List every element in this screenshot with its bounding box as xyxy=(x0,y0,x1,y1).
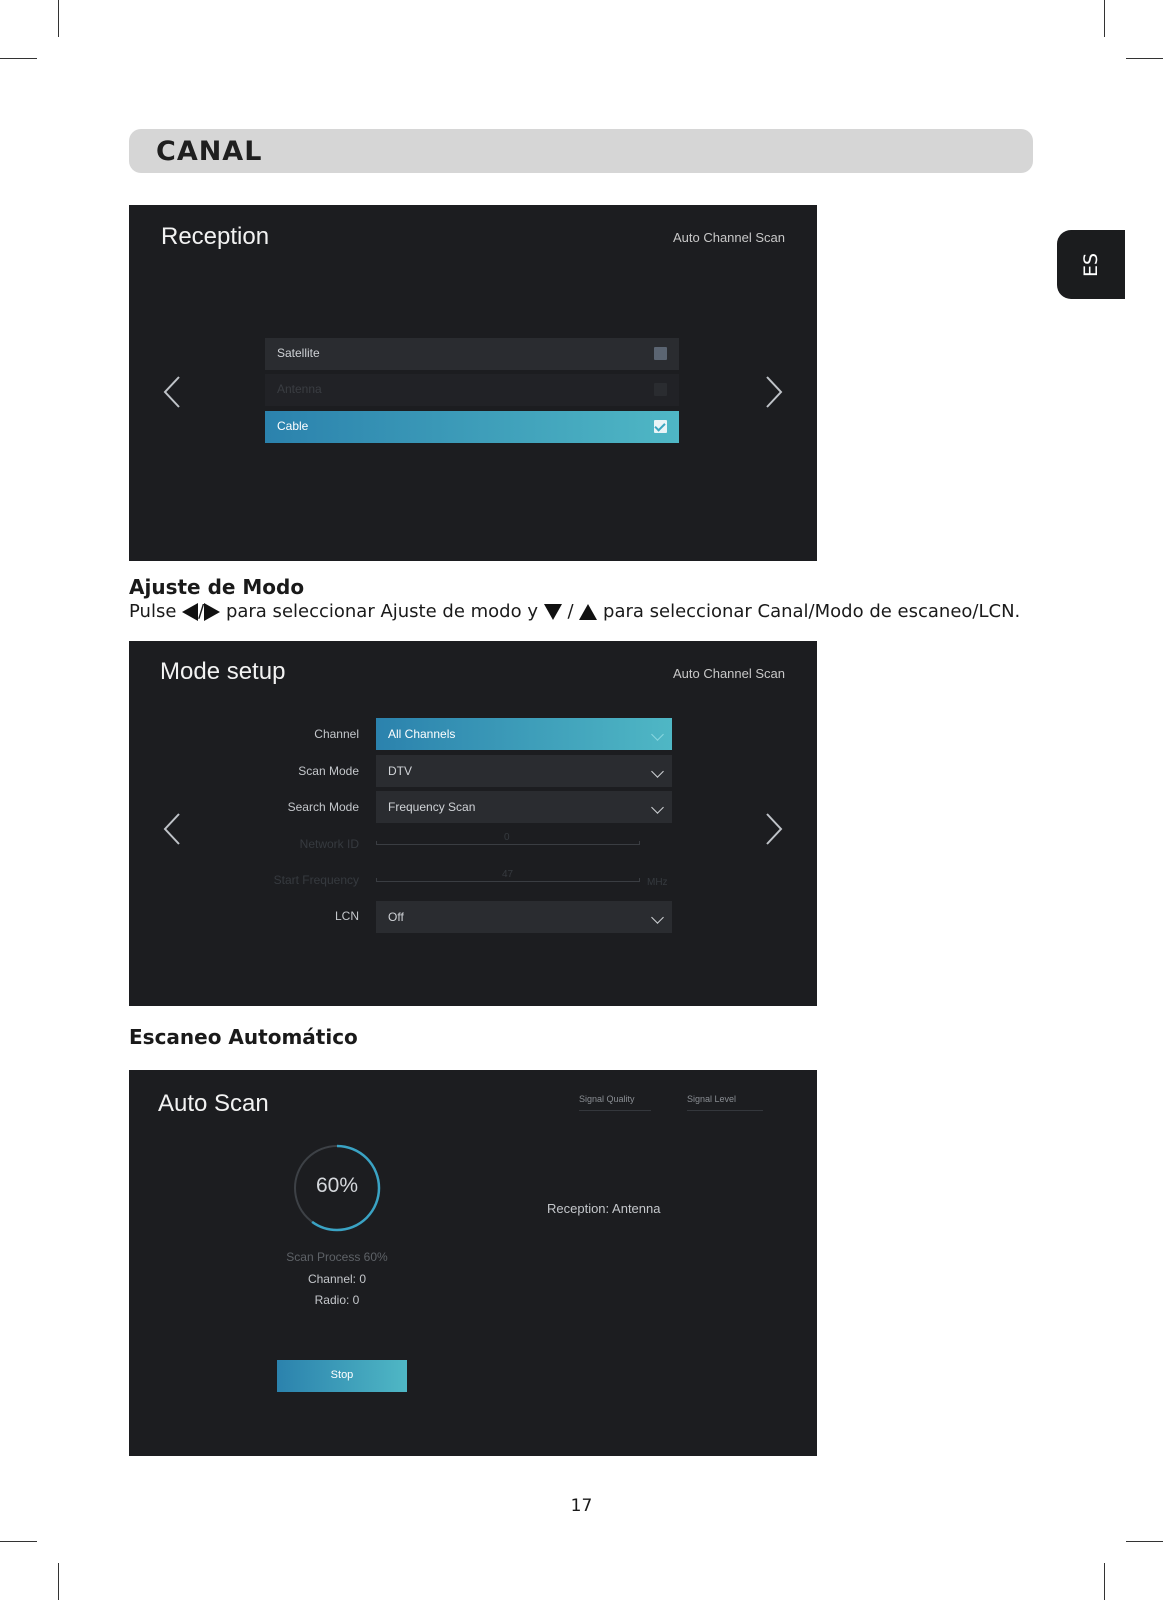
checkbox-icon[interactable] xyxy=(654,383,667,396)
scan-mode-dropdown[interactable] xyxy=(376,755,672,787)
chevron-left-icon[interactable] xyxy=(159,373,187,411)
lcn-dropdown[interactable] xyxy=(376,901,672,933)
search-mode-label: Search Mode xyxy=(287,800,359,814)
scan-heading: Escaneo Automático xyxy=(129,1025,358,1049)
scan-process-text: Scan Process 60% xyxy=(286,1250,388,1264)
instruction-separator: / xyxy=(198,601,205,622)
crop-mark xyxy=(0,58,37,59)
screen-title: Reception xyxy=(161,223,270,250)
lcn-value: Off xyxy=(388,910,404,924)
crop-mark xyxy=(58,0,59,37)
instruction-suffix: para seleccionar Canal/Modo de escaneo/LCN. xyxy=(603,601,1021,622)
start-frequency-slider[interactable] xyxy=(376,881,640,882)
stop-button-label: Stop xyxy=(330,1369,354,1381)
chevron-down-icon xyxy=(651,765,664,778)
chevron-right-icon[interactable] xyxy=(759,810,787,848)
screen-subtitle: Auto Channel Scan xyxy=(672,230,785,245)
signal-quality-bar xyxy=(579,1110,651,1111)
section-header xyxy=(129,129,1033,173)
network-id-slider[interactable] xyxy=(376,844,640,845)
network-id-label: Network ID xyxy=(299,837,359,851)
instruction-prefix: Pulse xyxy=(129,601,177,622)
crop-mark xyxy=(58,1563,59,1600)
mode-instruction xyxy=(129,601,1020,622)
option-label: Antenna xyxy=(277,382,322,396)
crop-mark xyxy=(1104,1563,1105,1600)
section-title: CANAL xyxy=(156,136,263,167)
instruction-separator: / xyxy=(567,601,574,622)
lcn-label: LCN xyxy=(334,909,359,923)
checkbox-icon[interactable] xyxy=(654,347,667,360)
auto-scan-screen xyxy=(129,1070,817,1456)
scan-mode-label: Scan Mode xyxy=(298,764,359,778)
channel-count: Channel: 0 xyxy=(307,1272,367,1286)
channel-label: Channel xyxy=(314,727,359,741)
stop-button[interactable] xyxy=(277,1360,407,1392)
triangle-down-icon xyxy=(544,604,562,620)
signal-level-bar xyxy=(687,1110,763,1111)
triangle-right-icon xyxy=(204,603,220,621)
page-number: 17 xyxy=(570,1496,593,1516)
scan-mode-value: DTV xyxy=(388,764,412,778)
channel-value: All Channels xyxy=(388,727,456,741)
search-mode-value: Frequency Scan xyxy=(388,800,476,814)
mode-setup-screen xyxy=(129,641,817,1006)
crop-mark xyxy=(1126,58,1163,59)
progress-percent: 60% xyxy=(315,1174,359,1197)
network-id-value: 0 xyxy=(504,832,510,843)
checkbox-checked-icon[interactable] xyxy=(654,420,667,433)
radio-count: Radio: 0 xyxy=(314,1293,360,1307)
chevron-right-icon[interactable] xyxy=(759,373,787,411)
chevron-down-icon xyxy=(651,911,664,924)
crop-mark xyxy=(0,1541,37,1542)
reception-screen xyxy=(129,205,817,561)
start-frequency-value: 47 xyxy=(502,869,514,880)
mode-heading: Ajuste de Modo xyxy=(129,575,305,599)
option-label: Cable xyxy=(277,419,309,433)
screen-title: Mode setup xyxy=(160,658,286,685)
option-cable[interactable] xyxy=(265,411,679,443)
language-label: ES xyxy=(1080,252,1102,277)
chevron-down-icon xyxy=(651,728,664,741)
reception-status: Reception: Antenna xyxy=(547,1201,661,1216)
crop-mark xyxy=(1104,0,1105,37)
language-tab xyxy=(1057,230,1125,299)
triangle-up-icon xyxy=(579,604,597,620)
option-satellite[interactable] xyxy=(265,338,679,370)
search-mode-dropdown[interactable] xyxy=(376,791,672,823)
start-frequency-label: Start Frequency xyxy=(273,873,359,887)
start-frequency-unit: MHz xyxy=(647,877,668,888)
screen-subtitle: Auto Channel Scan xyxy=(672,666,785,681)
crop-mark xyxy=(1126,1541,1163,1542)
channel-dropdown[interactable] xyxy=(376,718,672,750)
screen-title: Auto Scan xyxy=(158,1090,269,1117)
signal-quality-label: Signal Quality xyxy=(579,1094,635,1104)
chevron-down-icon xyxy=(651,801,664,814)
triangle-left-icon xyxy=(182,603,198,621)
instruction-mid: para seleccionar Ajuste de modo y xyxy=(225,601,538,622)
option-label: Satellite xyxy=(277,346,320,360)
signal-level-label: Signal Level xyxy=(687,1094,737,1104)
option-antenna[interactable] xyxy=(265,374,679,406)
